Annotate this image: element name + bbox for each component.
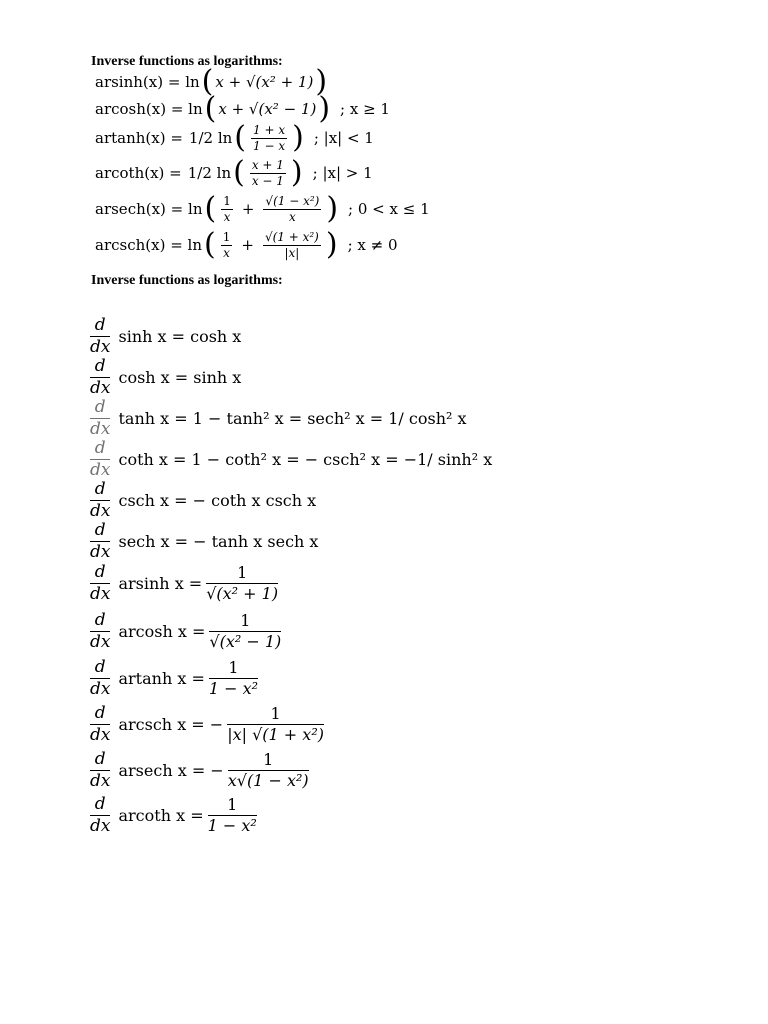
- fraction-numerator: 1 + x: [253, 122, 286, 137]
- log-fraction: [251, 124, 287, 152]
- derivative-expression: csch x = − coth x csch x: [118, 490, 317, 510]
- dx-denominator: dx: [90, 418, 111, 439]
- fraction-denominator: x: [288, 209, 296, 224]
- log-fraction-term1: [221, 195, 233, 223]
- d-dx-operator: [90, 519, 111, 562]
- right-paren: ): [318, 91, 331, 126]
- fraction-denominator: x: [223, 245, 230, 260]
- logarithms-heading: Inverse functions as logarithms:: [91, 54, 283, 69]
- arcsch-log-formula: [95, 227, 398, 262]
- d-numerator: d: [94, 396, 106, 417]
- formula-coefficient: 1/2 ln: [187, 164, 232, 182]
- d-dx-operator: [90, 314, 111, 357]
- formula-body: x + √(x² + 1): [215, 73, 314, 91]
- d-numerator: d: [94, 702, 106, 723]
- d-dx-operator: [90, 561, 111, 604]
- result-fraction: [206, 564, 278, 602]
- dx-denominator: dx: [90, 583, 111, 604]
- derivative-expression: sinh x = cosh x: [118, 326, 242, 346]
- derivative-sech: [90, 519, 318, 563]
- right-paren: ): [325, 227, 338, 262]
- d-dx-operator: [90, 396, 111, 439]
- derivative-arcoth: [90, 793, 261, 837]
- fraction-denominator: x√(1 − x²): [227, 770, 309, 790]
- fraction-numerator: 1: [222, 229, 231, 244]
- dx-denominator: dx: [90, 336, 111, 357]
- log-fraction: [250, 159, 286, 187]
- fraction-numerator: √(1 + x²): [264, 229, 319, 244]
- right-paren: ): [290, 155, 303, 190]
- left-paren: (: [204, 191, 217, 226]
- formula-lhs: arcoth(x) =: [95, 164, 182, 182]
- log-fraction-term2: [263, 195, 321, 223]
- arsech-log-formula: [95, 191, 430, 226]
- d-dx-operator: [90, 748, 111, 791]
- dx-denominator: dx: [90, 815, 111, 836]
- formula-lhs: arsinh(x) = ln: [95, 73, 200, 91]
- d-numerator: d: [94, 314, 106, 335]
- left-paren: (: [204, 227, 216, 262]
- left-paren: (: [233, 155, 245, 190]
- fraction-numerator: √(1 − x²): [265, 193, 320, 208]
- derivative-csch: [90, 478, 316, 522]
- formula-coefficient: 1/2 ln: [188, 129, 233, 147]
- dx-denominator: dx: [90, 678, 111, 699]
- derivative-coth: [90, 437, 492, 481]
- fraction-denominator: |x|: [284, 245, 300, 260]
- plus-sign: +: [241, 200, 255, 218]
- dx-denominator: dx: [90, 500, 111, 521]
- formula-lhs: arcsch(x) = ln: [95, 236, 202, 254]
- artanh-log-formula: [95, 120, 374, 155]
- fraction-denominator: 1 − x²: [207, 815, 257, 835]
- fraction-denominator: √(x² + 1): [206, 583, 279, 603]
- log-fraction-term1: [221, 231, 233, 259]
- result-fraction: [228, 751, 309, 789]
- derivative-expression: sech x = − tanh x sech x: [118, 531, 319, 551]
- dx-denominator: dx: [90, 724, 111, 745]
- derivative-sinh: [90, 314, 241, 358]
- dx-denominator: dx: [90, 459, 111, 480]
- fraction-numerator: 1: [228, 657, 239, 677]
- derivative-artanh: [90, 656, 262, 700]
- left-paren: (: [201, 64, 214, 99]
- derivative-expression: cosh x = sinh x: [118, 367, 242, 387]
- derivative-expression: coth x = 1 − coth² x = − csch² x = −1/ sinh² x: [118, 449, 493, 469]
- plus-sign: +: [241, 236, 254, 254]
- derivative-lhs: arcsch x = −: [118, 714, 224, 734]
- derivative-lhs: arcosh x =: [118, 621, 206, 641]
- d-dx-operator: [90, 793, 111, 836]
- fraction-numerator: 1: [263, 749, 274, 769]
- d-numerator: d: [94, 748, 106, 769]
- result-fraction: [208, 796, 257, 834]
- dx-denominator: dx: [90, 770, 111, 791]
- d-dx-operator: [90, 656, 111, 699]
- d-numerator: d: [94, 609, 106, 630]
- derivative-expression: tanh x = 1 − tanh² x = sech² x = 1/ cosh² x: [118, 408, 467, 428]
- fraction-numerator: 1: [223, 193, 231, 208]
- formula-condition: ; x ≠ 0: [347, 236, 398, 254]
- log-fraction-term2: [263, 231, 321, 259]
- right-paren: ): [326, 191, 339, 226]
- d-dx-operator: [90, 355, 111, 398]
- d-numerator: d: [94, 656, 106, 677]
- d-numerator: d: [94, 793, 106, 814]
- formula-condition: ; 0 < x ≤ 1: [348, 200, 430, 218]
- d-dx-operator: [90, 437, 111, 480]
- d-dx-operator: [90, 478, 111, 521]
- formula-condition: ; |x| > 1: [312, 164, 373, 182]
- formula-condition: ; x ≥ 1: [340, 100, 390, 118]
- derivative-arcsch: [90, 702, 328, 746]
- derivative-arsech: [90, 748, 313, 792]
- fraction-numerator: x + 1: [251, 157, 284, 172]
- d-dx-operator: [90, 702, 111, 745]
- derivative-cosh: [90, 355, 241, 399]
- result-fraction: [227, 705, 324, 743]
- derivative-lhs: arsech x = −: [118, 760, 224, 780]
- formula-lhs: artanh(x) =: [95, 129, 183, 147]
- left-paren: (: [234, 120, 246, 155]
- derivative-arcosh: [90, 609, 285, 653]
- fraction-denominator: x − 1: [251, 173, 284, 188]
- d-numerator: d: [94, 561, 106, 582]
- left-paren: (: [204, 91, 217, 126]
- right-paren: ): [292, 120, 304, 155]
- d-numerator: d: [94, 478, 106, 499]
- right-paren: ): [315, 64, 328, 99]
- derivatives-heading: Inverse functions as logarithms:: [91, 273, 283, 288]
- fraction-numerator: 1: [227, 794, 238, 814]
- d-numerator: d: [94, 437, 106, 458]
- fraction-numerator: 1: [240, 610, 251, 630]
- fraction-numerator: 1: [270, 703, 281, 723]
- result-fraction: [209, 612, 281, 650]
- d-dx-operator: [90, 609, 111, 652]
- dx-denominator: dx: [90, 377, 111, 398]
- fraction-numerator: 1: [237, 562, 248, 582]
- derivative-tanh: [90, 396, 467, 440]
- derivative-arsinh: [90, 561, 282, 605]
- dx-denominator: dx: [90, 631, 111, 652]
- d-numerator: d: [94, 355, 106, 376]
- formula-body: x + √(x² − 1): [218, 100, 317, 118]
- arcoth-log-formula: [95, 155, 373, 190]
- derivative-lhs: arcoth x =: [118, 805, 204, 825]
- fraction-denominator: 1 − x²: [208, 678, 259, 698]
- dx-denominator: dx: [90, 541, 111, 562]
- derivative-lhs: artanh x =: [118, 668, 205, 688]
- fraction-denominator: |x| √(1 + x²): [227, 724, 324, 744]
- derivative-lhs: arsinh x =: [118, 573, 203, 593]
- d-numerator: d: [94, 519, 106, 540]
- formula-lhs: arcosh(x) = ln: [95, 100, 203, 118]
- result-fraction: [209, 659, 258, 697]
- fraction-denominator: x: [223, 209, 231, 224]
- formula-lhs: arsech(x) = ln: [95, 200, 203, 218]
- fraction-denominator: √(x² − 1): [209, 631, 282, 651]
- formula-condition: ; |x| < 1: [313, 129, 374, 147]
- fraction-denominator: 1 − x: [253, 138, 286, 153]
